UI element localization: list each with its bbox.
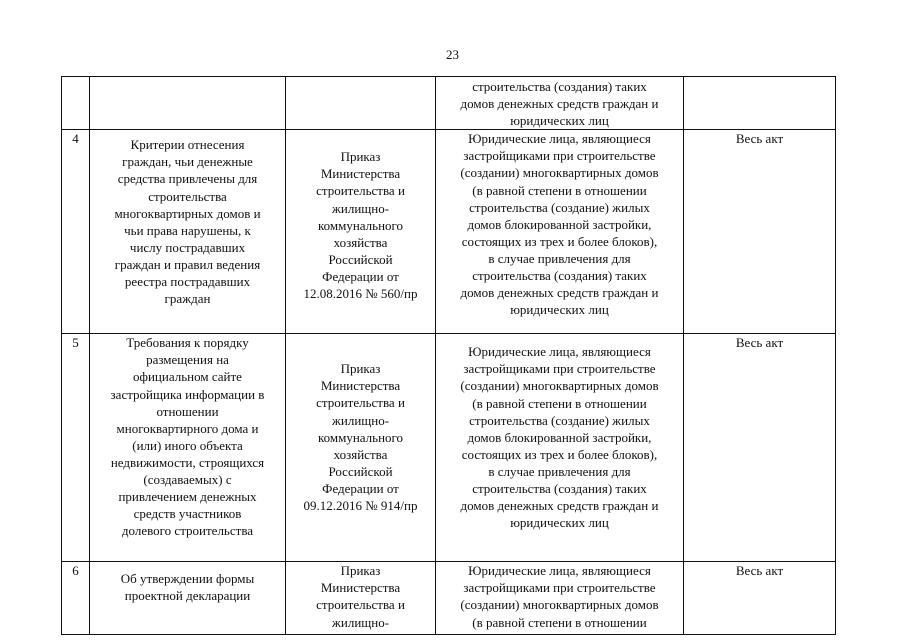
subjects-cell: строительства (создания) таких домов денежных средств граждан и юридических лиц	[436, 77, 684, 130]
row-number-cell: 5	[62, 334, 90, 562]
legal-act-cell: Приказ Министерства строительства и жилищно- коммунального хозяйства Российской Федерации от 09.12.2016 № 914/пр	[286, 334, 436, 562]
scope-cell: Весь акт	[684, 334, 836, 562]
row-number-cell: 4	[62, 130, 90, 334]
acts-table	[61, 76, 836, 635]
subjects-cell: Юридические лица, являющиеся застройщиками при строительстве (создании) многоквартирных домов (в равной степени в отношении строительства (создание) жилых домов блокированной застройки, состоящих из трех и более блоков), в случае привлечения для строительства (создания) таких домов денежных средств граждан и юридических лиц	[436, 130, 684, 334]
requirement-title-cell: Об утверждении формы проектной декларации	[90, 562, 286, 635]
table-row-continuation	[62, 77, 836, 130]
legal-act-cell: Приказ Министерства строительства и жилищно- коммунального хозяйства Российской Федерации от 12.08.2016 № 560/пр	[286, 130, 436, 334]
requirement-title-cell	[90, 77, 286, 130]
requirement-title-cell: Критерии отнесения граждан, чьи денежные средства привлечены для строительства многоквартирных домов и чьи права нарушены, к числу пострадавших граждан и правил ведения реестра пострадавших граждан	[90, 130, 286, 334]
requirement-title-cell: Требования к порядку размещения на официальном сайте застройщика информации в отношении многоквартирного дома и (или) иного объекта недвижимости, строящихся (создаваемых) с привлечением денежных средств участников долевого строительства	[90, 334, 286, 562]
subjects-cell: Юридические лица, являющиеся застройщиками при строительстве (создании) многоквартирных домов (в равной степени в отношении	[436, 562, 684, 635]
legal-act-cell: Приказ Министерства строительства и жилищно-	[286, 562, 436, 635]
scope-cell	[684, 77, 836, 130]
legal-act-cell	[286, 77, 436, 130]
row-number-cell	[62, 77, 90, 130]
table-row-6	[62, 562, 836, 635]
scope-cell: Весь акт	[684, 562, 836, 635]
table-row-5	[62, 334, 836, 562]
row-number-cell: 6	[62, 562, 90, 635]
subjects-cell: Юридические лица, являющиеся застройщиками при строительстве (создании) многоквартирных домов (в равной степени в отношении строительства (создание) жилых домов блокированной застройки, состоящих из трех и более блоков), в случае привлечения для строительства (создания) таких домов денежных средств граждан и юридических лиц	[436, 334, 684, 562]
scope-cell: Весь акт	[684, 130, 836, 334]
table-row-4	[62, 130, 836, 334]
page-number: 23	[446, 47, 459, 62]
